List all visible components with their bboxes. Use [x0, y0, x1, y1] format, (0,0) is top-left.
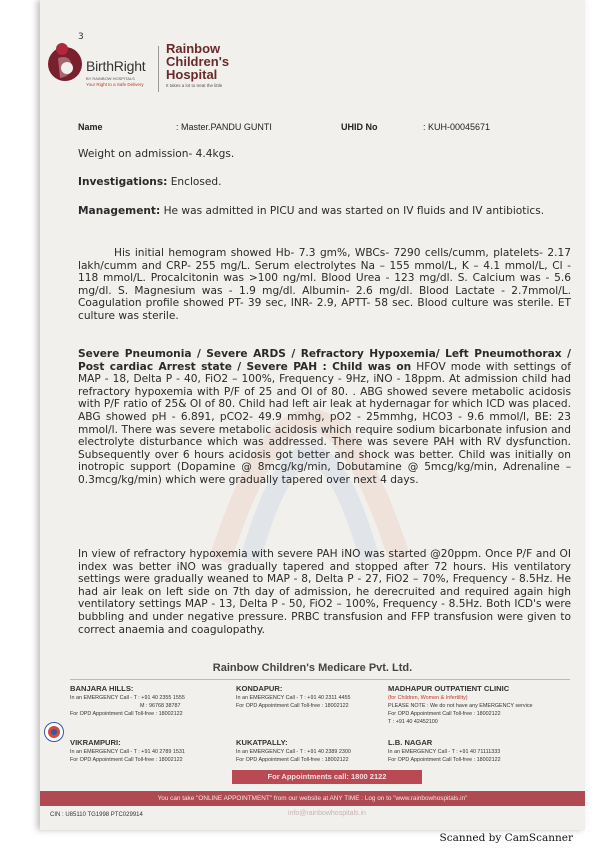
branch-title: VIKRAMPURI: [70, 738, 121, 747]
branch-banjara-hills [70, 684, 185, 718]
accreditation-seal-icon [44, 722, 64, 742]
camscanner-mark: Scanned by CamScanner [439, 832, 573, 844]
branch-line: For OPD Appointment Call Toll-free : 18002122 [388, 711, 501, 717]
branch-line: In an EMERGENCY Call - T : +91 40 71111333 [388, 749, 501, 755]
page-number: 3 [78, 32, 84, 42]
hospital-tagline: It takes a lot to treat the little [166, 83, 223, 88]
severe-pneumonia-text: HFOV mode with settings of MAP - 18, Delta P - 40, FiO2 – 100%, Frequency - 9Hz, iNO - 18ppm. At admission child had refractory hypoxemia with P/F of 25 and OI of 80. . ABG showed severe metabolic acidosis with P/F ratio of 25& OI of 80. Child had left air leak at hydernagar for which ICD was placed. ABG showed pH - 6.891, pCO2- 49.9 mmhg, pO2 - 25mmhg, HCO3 - 9.6 mmol/l, BE: 23 mmol/l. There was severe metabolic acidosis which require sodium bicarbonate infusion and electrolyte disturbance which was addressed. There was severe PAH with RV dysfunction. Subsequently over 6 hours acidosis got better and shock was better. Child was initially on inotropic support (Dopamine @ 8mcg/kg/min, Dobutamine @ 5mcg/kg/min, Adrenaline – 0.3mcg/kg/min) which were gradually tapered over next 4 days. [78, 360, 571, 486]
investigations-line [78, 176, 571, 189]
branch-kukatpally [236, 738, 351, 764]
branch-line: T : +91 40 42452100 [388, 719, 438, 725]
hospital-name-line1: Rainbow [166, 41, 221, 56]
investigations-label: Investigations: [78, 176, 168, 188]
branch-title: L.B. NAGAR [388, 738, 433, 747]
severe-pneumonia-heading: Severe Pneumonia / Severe ARDS / Refractory Hypoxemia/ Left Pneumothorax / Post cardiac Arrest state / Severe PAH : Child was on [78, 348, 571, 373]
branch-line: In an EMERGENCY Call - T : +91 40 2789 1531 [70, 749, 185, 755]
branch-line: PLEASE NOTE : We do not have any EMERGENCY service [388, 703, 533, 709]
brand-block [86, 58, 145, 87]
branch-kondapur [236, 684, 351, 710]
brand-subtitle: BY RAINBOW HOSPITALS [86, 76, 135, 81]
management-paragraph [78, 205, 571, 218]
branch-line: (for Children, Women & Infertility) [388, 695, 468, 701]
birthright-logo-icon [48, 40, 84, 86]
name-value: : Master.PANDU GUNTI [176, 122, 272, 132]
investigations-text: Enclosed. [167, 176, 222, 188]
uhid-label: UHID No [341, 122, 378, 132]
management-label: Management: [78, 205, 161, 217]
weight-on-admission: Weight on admission- 4.4kgs. [78, 148, 235, 160]
branch-madhapur-clinic [388, 684, 533, 726]
branch-line: For OPD Appointment Call Toll-free : 18002122 [70, 711, 183, 717]
brand-name: BirthRight [86, 58, 146, 74]
online-appointment-banner: You can take "ONLINE APPOINTMENT" from our website at ANY TIME : Log on to "www.rainbowhospitals.in" [40, 791, 585, 806]
branch-lb-nagar [388, 738, 501, 764]
cin-number: CIN : U85110 TG1998 PTC029914 [50, 812, 143, 818]
hospital-logo [166, 42, 229, 88]
hospital-name-line3: Hospital [166, 67, 218, 82]
branch-title: KONDAPUR: [236, 684, 283, 693]
company-name: Rainbow Children's Medicare Pvt. Ltd. [212, 662, 413, 674]
hospital-name-line2: Children's [166, 54, 230, 69]
branch-title: MADHAPUR OUTPATIENT CLINIC [388, 684, 510, 693]
management-text: He was admitted in PICU and was started on IV fluids and IV antibiotics. [160, 205, 545, 217]
branch-line: For OPD Appointment Call Toll-free : 18002122 [236, 703, 349, 709]
header-divider [158, 46, 159, 92]
name-label: Name [78, 122, 103, 132]
branch-line: In an EMERGENCY Call - T : +91 40 2389 2300 [236, 749, 351, 755]
brand-tagline: Your Right to a Safe Delivery [86, 82, 144, 87]
appointments-banner: For Appointments call: 1800 2122 [232, 770, 422, 784]
branch-line: In an EMERGENCY Call - T : +91 40 2355 1555 [70, 695, 185, 701]
branch-line: M : 96768 38787 [140, 703, 181, 709]
branch-line: For OPD Appointment Call Toll-free : 18002122 [236, 757, 349, 763]
footer-divider [70, 679, 570, 680]
footer-email: info@rainbowhospitals.in [288, 810, 366, 817]
uhid-value: : KUH-00045671 [423, 122, 491, 132]
branch-vikrampuri [70, 738, 185, 764]
branch-line: In an EMERGENCY Call - T : +91 40 2311 4455 [236, 695, 351, 701]
refractory-hypoxemia-paragraph: In view of refractory hypoxemia with severe PAH iNO was started @20ppm. Once P/F and OI index was better iNO was gradually tapered and stopped after 72 hours. His ventilatory settings were gradually weaned to MAP - 8, Delta P - 27, FiO2 – 70%, Frequency - 8.5Hz. He had air leak on left side on 7th day of admission, he derecruited and required again high ventilatory settings MAP - 13, Delta P - 50, FiO2 – 100%, Frequency - 8.5Hz. Both ICD's were bubbling and under negative pressure. PRBC transfusion and FFP transfusion were given to correct anaemia and coagulopathy. [78, 548, 571, 636]
branch-title: KUKATPALLY: [236, 738, 288, 747]
initial-labs-paragraph: His initial hemogram showed Hb- 7.3 gm%, WBCs- 7290 cells/cumm, platelets- 2.17 lakh/cumm and CRP- 255 mg/L. Serum electrolytes Na – 155 mmol/L, K – 4.1 mmol/L, Cl - 118 mmol/L. Procalcitonin was >100 ng/ml. Blood Urea - 123 mg/dl. S. Calcium was - 5.6 mg/dl. S. Magnesium was - 1.9 mg/dl. Albumin- 2.6 mg/dl. Blood Lactate - 2.7mmol/L. Coagulation profile showed PT- 39 sec, INR- 2.9, APTT- 58 sec. Blood culture was sterile. ET culture was sterile. [78, 247, 571, 322]
branch-line: For OPD Appointment Call Toll-free : 18002122 [70, 757, 183, 763]
severe-pneumonia-paragraph [78, 348, 571, 487]
branch-line: For OPD Appointment Call Toll-free : 18002122 [388, 757, 501, 763]
branch-title: BANJARA HILLS: [70, 684, 134, 693]
document-page [40, 0, 585, 830]
